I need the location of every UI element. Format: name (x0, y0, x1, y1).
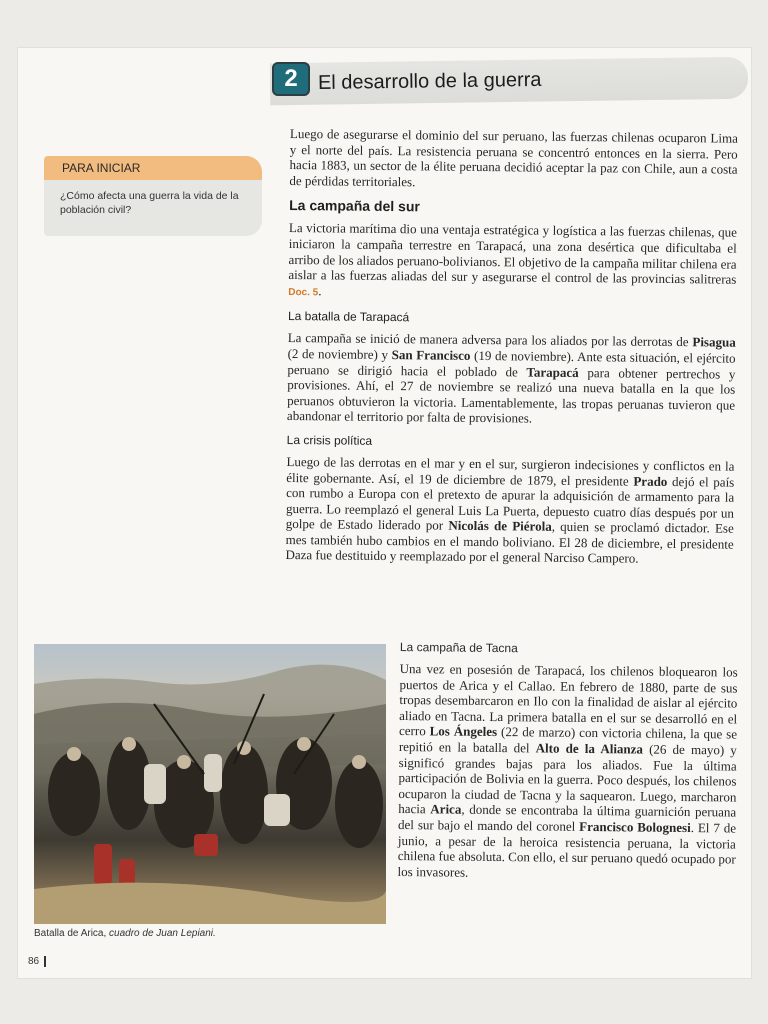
painting-illustration (34, 644, 386, 924)
textbook-page (18, 48, 751, 978)
south-campaign-paragraph (288, 220, 737, 305)
south-campaign-end: . (318, 283, 322, 299)
main-text-column (285, 126, 738, 568)
painting-caption (34, 928, 216, 939)
tarapaca-heading: La batalla de Tarapacá (287, 309, 410, 325)
crisis-heading: La crisis política (286, 432, 373, 448)
section-title: El desarrollo de la guerra (317, 68, 542, 94)
pierola-bold: Nicolás de Piérola (448, 517, 552, 535)
tacna-text-3: (26 de mayo) y significó grandes bajas para los aliados. Fue la última participación de Bolivia en la guerra. Poco después, los chilenos ocuparon la ciudad de Tacna y la saquearon. Luego, marcharon hacia (398, 741, 737, 817)
para-iniciar-box (44, 156, 262, 236)
tacna-text-1: Una vez en posesión de Tarapacá, los chilenos bloquearon los puertos de Arica y el Callao. En febrero de 1880, parte de sus tropas desembarcaron en Ilo con la finalidad de aislar al ejército aliado en Tacna. La primera batalla en el sur se desarrolló en el cerro (398, 660, 738, 739)
tacna-text-4: , donde se encontraba la última guarnición peruana del sur bajo el mando del coronel (397, 801, 737, 834)
crisis-text-2: dejó el país con rumbo a Europa con el pretexto de apurar la adquisición de armamento para la guerra. Lo reemplazó el general Luis La Puerta, depuesto cuatro días después por un golpe de Estado liderado por (285, 473, 735, 533)
tarapaca-bold: Tarapacá (526, 364, 579, 380)
page-number: 86 (28, 956, 46, 967)
bolognesi-bold: Francisco Bolognesi (579, 818, 691, 835)
pisagua-bold: Pisagua (692, 334, 736, 351)
alto-alianza-bold: Alto de la Alianza (535, 740, 644, 757)
south-campaign-text: La victoria marítima dio una ventaja estratégica y logística a las fuerzas chilenas, que iniciaron la campaña terrestre en Tarapacá, una zona desértica que dificultaba el arribo de los aliados peruano-bolivianos. El objetivo de la campaña militar chilena era aislar a las fuerzas aliadas del sur y asegurarse el control de las provincias salitreras (288, 220, 737, 287)
crisis-paragraph (285, 454, 734, 568)
tarapaca-text-4: para obtener pertrechos y provisiones. Ahí, el 27 de noviembre se realizó una nueva batalla en la que los peruanos obtuvieron la victoria. Lamentablemente, las tropas peruanas tuvieron que abandonar el territorio por falta de provisiones. (286, 364, 736, 426)
san-francisco-bold: San Francisco (391, 347, 471, 363)
south-campaign-heading: La campaña del sur (289, 197, 420, 215)
tacna-paragraph (397, 661, 737, 883)
tacna-text-5: . El 7 de junio, a pesar de la heroica resistencia peruana, la victoria chilena fue absoluta. Con ello, el sur peruano quedó ocupado por los invasores. (397, 819, 737, 880)
para-iniciar-heading: PARA INICIAR (44, 156, 262, 180)
battle-of-arica-painting (34, 644, 386, 924)
para-iniciar-question: ¿Cómo afecta una guerra la vida de la población civil? (60, 190, 239, 216)
doc-reference-link[interactable]: Doc. 5 (288, 286, 319, 299)
crisis-text-1: Luego de las derrotas en el mar y en el sur, surgieron indecisiones y conflictos en la élite gobernante. Así, el 19 de diciembre de 1879, el presidente (286, 453, 735, 489)
arica-bold: Arica (430, 801, 462, 817)
tarapaca-paragraph (287, 330, 736, 428)
crisis-text-3: , quien se proclamó dictador. Ese mes también hubo cambios en el mando boliviano. El 28 de diciembre, el presidente Daza fue destituido y reemplazado por el general Narciso Campero. (285, 519, 734, 567)
los-angeles-bold: Los Ángeles (429, 723, 498, 740)
intro-paragraph: Luego de asegurarse el dominio del sur peruano, las fuerzas chilenas ocuparon Lima y el norte del país. La resistencia peruana se concentró entonces en la sierra. Pero hacia 1883, un sector de la élite peruana decidió aceptar la paz con Chile, aun a costa de pérdidas territoriales. (289, 126, 738, 190)
prado-bold: Prado (633, 473, 668, 489)
tarapaca-text-1: La campaña se inició de manera adversa para los aliados por las derrotas de (287, 330, 693, 350)
section-number-badge: 2 (272, 62, 310, 96)
tarapaca-text-3: (19 de noviembre). Ante esta situación, el ejército peruano se dirigió hacia el poblado de (287, 347, 736, 380)
caption-title: Batalla de Arica, (34, 928, 110, 939)
tacna-heading: La campaña de Tacna (399, 640, 518, 656)
tarapaca-text-2: (2 de noviembre) y (287, 345, 392, 363)
caption-author: cuadro de Juan Lepiani. (109, 928, 216, 939)
tacna-column (397, 640, 737, 883)
tacna-text-2: (22 de marzo) con victoria chilena, la que se repitió en la batalla del (398, 724, 738, 756)
